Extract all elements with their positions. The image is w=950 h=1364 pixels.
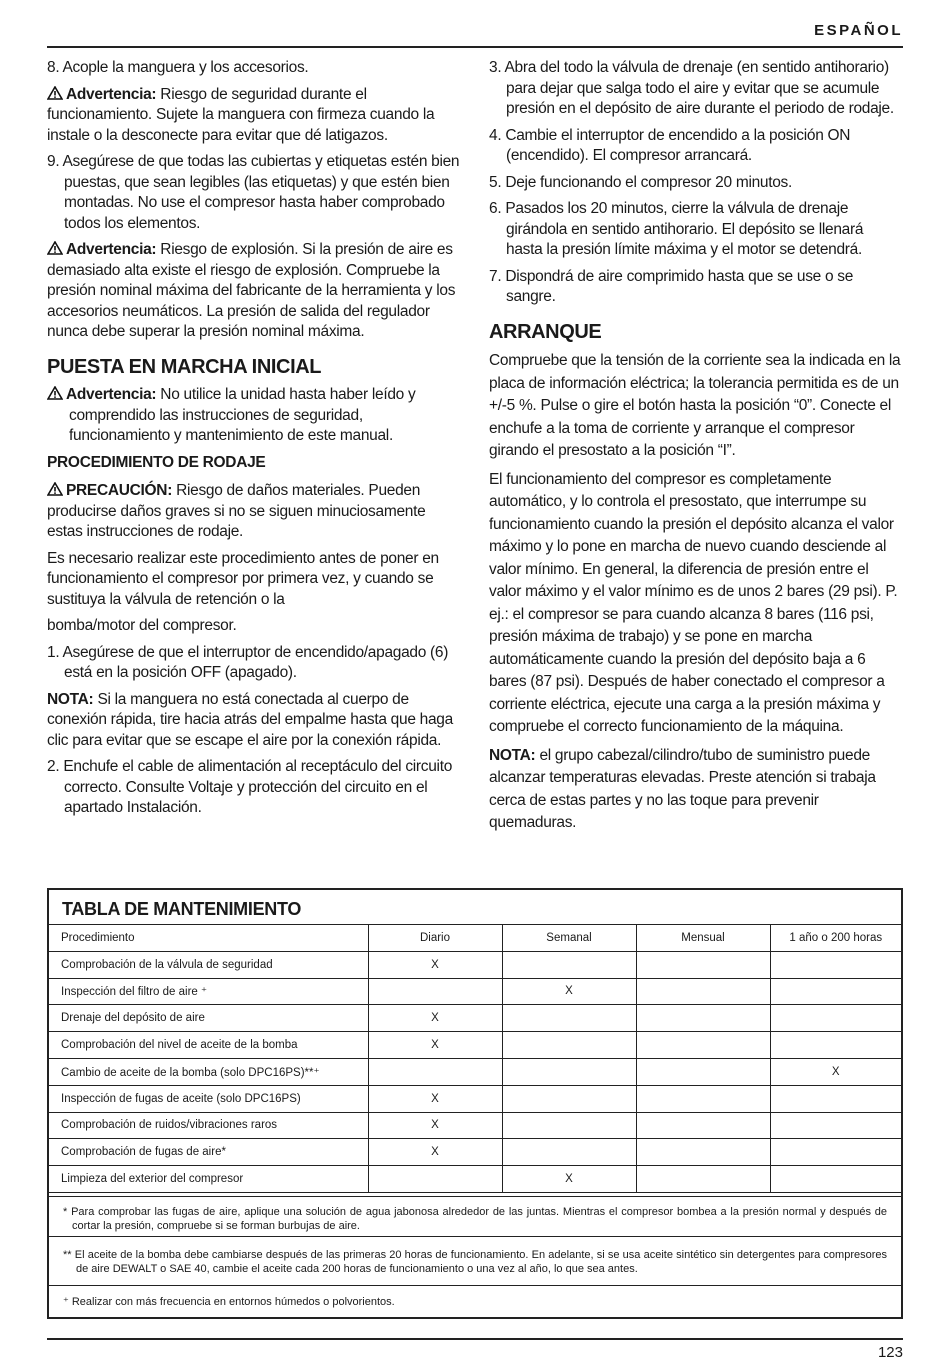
table-cell	[636, 1139, 770, 1166]
header-cell: 1 año o 200 horas	[770, 925, 901, 952]
right-column	[489, 58, 903, 841]
warning-label: Advertencia:	[66, 85, 157, 103]
footnote-air-leaks	[49, 1196, 901, 1236]
caution-damage	[47, 481, 463, 543]
table-cell	[502, 1005, 636, 1032]
table-cell	[636, 1112, 770, 1139]
table-cell	[770, 1139, 901, 1166]
table-cell	[770, 1112, 901, 1139]
table-cell	[636, 1166, 770, 1193]
table-cell: Comprobación del nivel de aceite de la bomba	[49, 1032, 368, 1059]
warning-text: No utilice la unidad hasta haber leído y comprendido las instrucciones de seguridad, funcionamiento y mantenimiento de este manual.	[69, 386, 416, 444]
section-heading-initial-start: PUESTA EN MARCHA INICIAL	[47, 355, 322, 378]
table-row	[49, 951, 901, 978]
caution-text: Riesgo de daños materiales. Pueden producirse daños graves si no se siguen minuciosamente estas instrucciones de rodaje.	[47, 482, 426, 540]
note-text: Si la manguera no está conectada al cuerpo de conexión rápida, tire hacia atrás del empalme hasta que haga clic para evitar que se escape el aire por la conexión rápida.	[47, 690, 453, 749]
header-rule	[47, 46, 903, 48]
table-cell	[636, 951, 770, 978]
left-column	[47, 58, 463, 825]
header-cell: Diario	[368, 925, 502, 952]
table-cell	[502, 1058, 636, 1085]
warning-explosion	[47, 240, 463, 343]
maintenance-table-box	[47, 888, 903, 1319]
table-cell: Inspección del filtro de aire ⁺	[49, 978, 368, 1005]
section-heading-start: ARRANQUE	[489, 320, 602, 343]
step-8: 8. Acople la manguera y los accesorios.	[47, 59, 309, 76]
warning-label: Advertencia:	[66, 241, 157, 258]
footer-rule	[47, 1338, 903, 1340]
warning-triangle-icon	[47, 386, 63, 400]
warning-read-manual	[47, 385, 463, 447]
table-row	[49, 1058, 901, 1085]
table-cell: Drenaje del depósito de aire	[49, 1005, 368, 1032]
table-cell: Inspección de fugas de aceite (solo DPC16PS)	[49, 1085, 368, 1112]
header-cell: Procedimiento	[49, 925, 368, 952]
table-cell: Comprobación de ruidos/vibraciones raros	[49, 1112, 368, 1139]
table-cell	[636, 978, 770, 1005]
step-7: 7. Dispondrá de aire comprimido hasta que se use o se sangre.	[489, 267, 854, 305]
paragraph-voltage: Compruebe que la tensión de la corriente sea la indicada en la placa de información eléctrica; la tolerancia permitida es de un +/-5 %. Pulse o gire el botón hasta la posición “0”. Conecte el enchufe a la toma de corriente y arranque el compresor girando el presostato a la posición “I”.	[489, 352, 901, 459]
warning-label: Advertencia:	[66, 386, 157, 403]
page-number: 123	[877, 1344, 903, 1361]
table-cell: X	[368, 1032, 502, 1059]
table-cell	[636, 1032, 770, 1059]
step-1: 1. Asegúrese de que el interruptor de encendido/apagado (6) está en la posición OFF (apagado).	[47, 643, 449, 681]
maintenance-table	[49, 924, 901, 1193]
footnote-text: ** El aceite de la bomba debe cambiarse después de las primeras 20 horas de funcionamiento. En adelante, si se usa aceite sintético sin detergentes para compresores de aire DEWALT o SAE 40, cambie el aceite cada 200 horas de funcionamiento o una vez al año, lo que sea antes.	[63, 1249, 887, 1275]
table-cell: Limpieza del exterior del compresor	[49, 1166, 368, 1193]
footnote-text: ⁺ Realizar con más frecuencia en entornos húmedos o polvorientos.	[63, 1296, 395, 1308]
table-cell: Comprobación de la válvula de seguridad	[49, 951, 368, 978]
table-cell	[502, 1085, 636, 1112]
table-cell: X	[368, 1005, 502, 1032]
table-cell	[636, 1005, 770, 1032]
header-cell: Mensual	[636, 925, 770, 952]
paragraph-procedure-cont: bomba/motor del compresor.	[47, 617, 237, 634]
step-4: 4. Cambie el interruptor de encendido a la posición ON (encendido). El compresor arrancará.	[489, 126, 851, 164]
table-cell: X	[368, 951, 502, 978]
step-6: 6. Pasados los 20 minutos, cierre la válvula de drenaje girándola en sentido antihorario. El depósito se llenará hasta la presión límite máxima y el motor se detendrá.	[489, 200, 864, 258]
footnote-text: * Para comprobar las fugas de aire, aplique una solución de agua jabonosa alrededor de las juntas. Mientras el compresor bombea a la presión normal y después de cortar la presión, compruebe si se forman burbujas de aire.	[63, 1206, 887, 1232]
table-cell: X	[502, 1166, 636, 1193]
table-cell	[368, 978, 502, 1005]
caution-label: PRECAUCIÓN:	[66, 482, 173, 499]
paragraph-automatic: El funcionamiento del compresor es completamente automático, y lo controla el presostato, que interrumpe su funcionamiento cuando la presión el depósito alcanza el valor máximo y lo pone en marcha de nuevo cuando desciende al valor mínimo. En general, la diferencia de presión entre el valor máximo y el valor mínimo es de unos 2 bares (29 psi). P. ej.: el compresor se para cuando alcanza 8 bares (116 psi, presión máxima de trabajo) y se pone en marcha automáticamente cuando la presión del depósito baja a 6 bares (87 psi). Después de haber conectado el compresor a corriente eléctrica, ejecute una carga a la presión máxima y compruebe el correcto funcionamiento de la máquina.	[489, 470, 898, 735]
table-row	[49, 1032, 901, 1059]
warning-hose	[47, 85, 463, 147]
table-cell	[770, 1032, 901, 1059]
table-cell: X	[502, 978, 636, 1005]
table-row	[49, 978, 901, 1005]
table-cell	[502, 1139, 636, 1166]
step-2: 2. Enchufe el cable de alimentación al receptáculo del circuito correcto. Consulte Voltaje y protección del circuito en el apartado Instalación.	[47, 758, 453, 816]
note-hose	[47, 690, 463, 752]
table-cell: X	[770, 1058, 901, 1085]
table-row	[49, 1166, 901, 1193]
table-cell	[368, 1166, 502, 1193]
warning-triangle-icon	[47, 86, 63, 100]
table-cell	[770, 1166, 901, 1193]
subsection-heading-break-in: PROCEDIMIENTO DE RODAJE	[47, 453, 266, 471]
table-cell	[502, 951, 636, 978]
table-cell	[770, 978, 901, 1005]
note-label: NOTA:	[47, 690, 94, 708]
table-row	[49, 1139, 901, 1166]
table-cell	[636, 1085, 770, 1112]
table-cell: X	[368, 1112, 502, 1139]
footnote-oil-change	[49, 1236, 901, 1285]
footnote-frequency	[49, 1285, 901, 1317]
table-row	[49, 1005, 901, 1032]
table-cell	[770, 1005, 901, 1032]
table-row	[49, 1112, 901, 1139]
table-cell: Cambio de aceite de la bomba (solo DPC16PS)**⁺	[49, 1058, 368, 1085]
step-3: 3. Abra del todo la válvula de drenaje (en sentido antihorario) para dejar que salga todo el aire y evitar que se acumule presión en el depósito de aire durante el periodo de rodaje.	[489, 59, 894, 117]
step-9: 9. Asegúrese de que todas las cubiertas y etiquetas estén bien puestas, que sean legibles (las etiquetas) y que estén bien montadas. No use el compresor hasta haber comprobado todos los elementos.	[47, 153, 460, 232]
table-cell	[770, 1085, 901, 1112]
note-hot-parts	[489, 745, 903, 835]
table-cell: Comprobación de fugas de aire*	[49, 1139, 368, 1166]
table-cell: X	[368, 1139, 502, 1166]
table-cell	[368, 1058, 502, 1085]
warning-text: Riesgo de seguridad durante el funcionamiento. Sujete la manguera con firmeza cuando la instale o la desconecte para evitar que dé latigazos.	[47, 85, 435, 144]
note-label: NOTA:	[489, 746, 536, 764]
table-cell	[502, 1112, 636, 1139]
table-cell: X	[368, 1085, 502, 1112]
table-cell	[770, 951, 901, 978]
step-5: 5. Deje funcionando el compresor 20 minutos.	[489, 173, 793, 191]
table-cell	[636, 1058, 770, 1085]
warning-triangle-icon	[47, 241, 63, 255]
note-text: el grupo cabezal/cilindro/tubo de suministro puede alcanzar temperaturas elevadas. Preste atención si trabaja cerca de estas partes y no las toque para prevenir quemaduras.	[489, 746, 876, 831]
language-label: ESPAÑOL	[814, 22, 903, 39]
paragraph-procedure: Es necesario realizar este procedimiento antes de poner en funcionamiento el compresor por primera vez, y cuando se sustituya la válvula de retención o la	[47, 549, 439, 608]
warning-text: Riesgo de explosión. Si la presión de aire es demasiado alta existe el riesgo de explosión. Compruebe la presión nominal máxima del fabricante de la herramienta y los accesorios neumáticos. La presión de salida del regulador nunca debe superar la presión nominal máxima.	[47, 241, 456, 340]
table-row	[49, 1085, 901, 1112]
table-title: TABLA DE MANTENIMIENTO	[62, 899, 302, 919]
header-cell: Semanal	[502, 925, 636, 952]
table-header-row	[49, 925, 901, 952]
table-cell	[502, 1032, 636, 1059]
warning-triangle-icon	[47, 482, 63, 496]
